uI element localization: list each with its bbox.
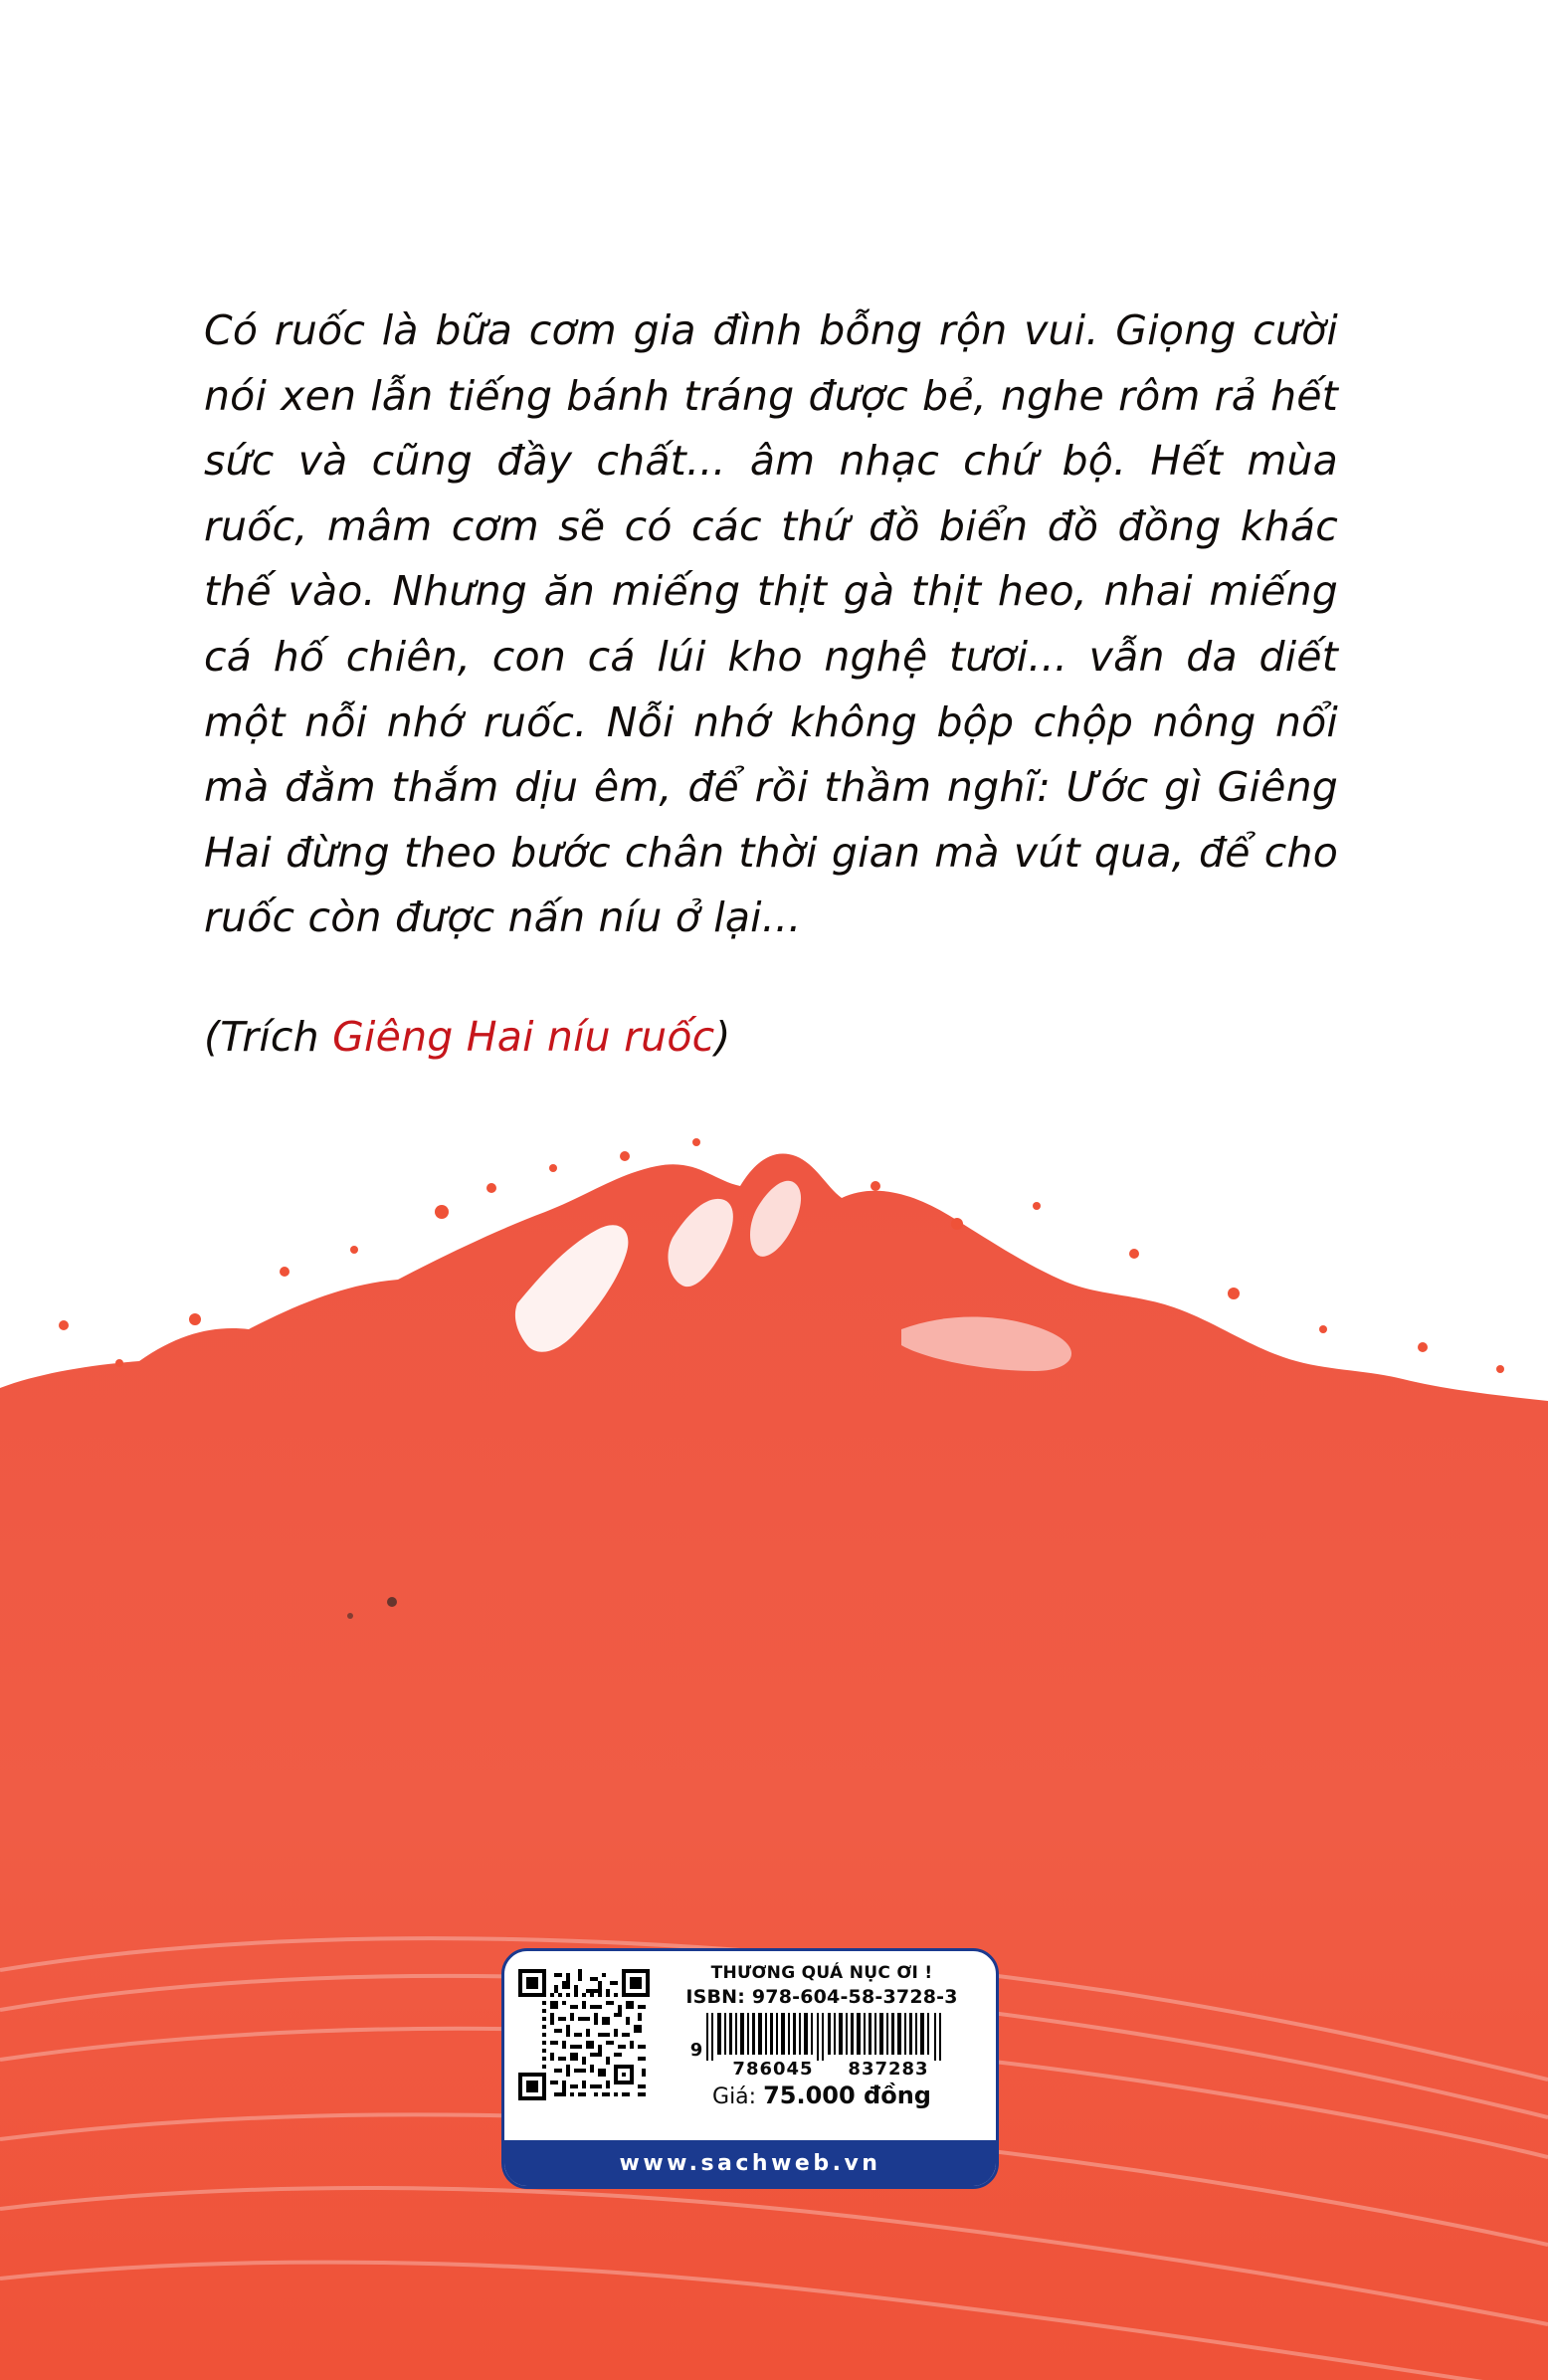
price-label: Giá: <box>712 2084 757 2109</box>
ean-group-right: 837283 <box>848 2059 929 2080</box>
quote-source-title: Giêng Hai níu ruốc <box>332 1012 715 1061</box>
quote-paragraph: Có ruốc là bữa cơm gia đình bỗng rộn vui. Giọng cười nói xen lẫn tiếng bánh tráng được bẻ, nghe rôm rả hết sức và cũng đầy chất... âm nhạc chứ bộ. Hết mùa ruốc, mâm cơm sẽ có các thứ đồ biển đồ đồng khác thế vào. Nhưng ăn miếng thịt gà thịt heo, nhai miếng cá hố chiên, con cá lúi kho nghệ tươi... vẫn da diết một nỗi nhớ ruốc. Nỗi nhớ không bộp chộp nông nổi mà đằm thắm dịu êm, để rồi thầm nghĩ: Ước gì Giêng Hai đừng theo bước chân thời gian mà vút qua, để cho ruốc còn được nấn níu ở lại... <box>204 306 1338 942</box>
ean-lead-digit: 9 <box>689 2040 703 2061</box>
ean-barcode <box>690 2013 954 2061</box>
ean-digit-groups <box>697 2059 946 2080</box>
price-value: 75.000 đồng <box>763 2082 931 2109</box>
isbn-barcode-card <box>501 1948 999 2189</box>
quote-source <box>204 1013 1338 1061</box>
price-line <box>712 2082 931 2109</box>
ean-bars-svg <box>704 2013 953 2061</box>
quote-source-prefix: (Trích <box>204 1012 333 1061</box>
publisher-website-bar[interactable] <box>504 2140 996 2186</box>
book-title-small: THƯƠNG QUÁ NỤC ƠI ! <box>710 1963 933 1983</box>
quote-block <box>204 298 1338 1061</box>
isbn-number: ISBN: 978-604-58-3728-3 <box>685 1986 958 2008</box>
red-ink-wash-artwork <box>0 1134 1548 2380</box>
qr-code-svg <box>518 1969 650 2100</box>
ink-wash-svg <box>0 1134 1548 2380</box>
website-url[interactable]: www.sachweb.vn <box>619 2150 881 2176</box>
qr-code-icon <box>518 1969 650 2100</box>
quote-source-suffix: ) <box>714 1012 731 1061</box>
ean-group-left: 786045 <box>732 2059 814 2080</box>
